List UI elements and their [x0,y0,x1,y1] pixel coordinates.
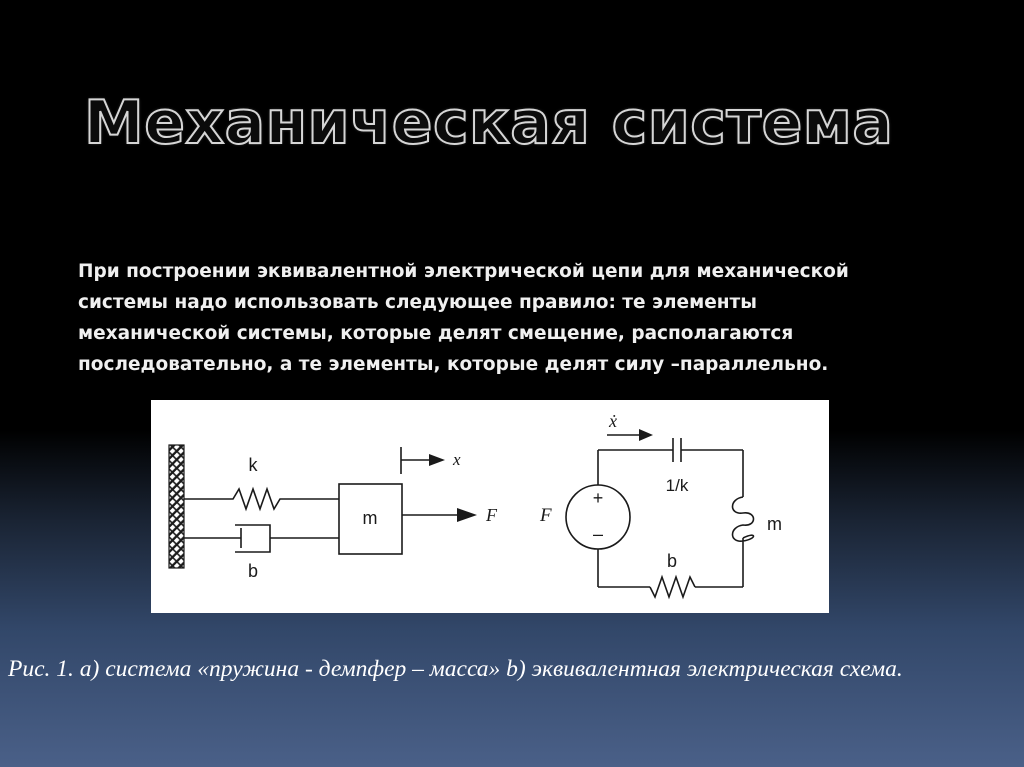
spring [184,489,339,509]
displacement-label: x [453,450,461,469]
damper-label: b [247,561,259,581]
resistor [650,577,695,597]
rule-line: При построении эквивалентной электрической цепи для механической [78,261,849,282]
electrical-circuit [539,411,782,597]
inductor-label: m [767,514,782,534]
rule-line: механической системы, которые делят смещение, располагаются [78,323,794,344]
figure-caption: Рис. 1. а) система «пружина - демпфер – масса» b) эквивалентная электрическая схема. [8,656,903,682]
current-label: ẋ [609,411,617,431]
source-label: F [540,505,552,526]
slide-title: Механическая система [84,88,894,158]
mechanical-system [169,445,498,581]
source-plus-sign: + [592,488,604,508]
figure-panel [151,400,829,613]
capacitor [673,438,681,462]
rule-line: системы надо использовать следующее правило: те элементы [78,292,757,313]
rule-paragraph [78,256,948,380]
mass-label: m [362,508,378,528]
capacitor-label: 1/k [665,476,689,495]
damper [184,525,339,552]
force-arrow [402,508,477,522]
inductor [733,497,754,542]
wall [169,445,184,568]
displacement-arrow [401,447,445,474]
spring-label: k [248,455,258,475]
source-minus-sign: – [592,524,604,544]
rule-line: последовательно, а те элементы, которые делят силу –параллельно. [78,354,829,375]
diagram-svg [151,400,829,613]
force-label: F [486,505,497,525]
resistor-label: b [666,551,678,571]
